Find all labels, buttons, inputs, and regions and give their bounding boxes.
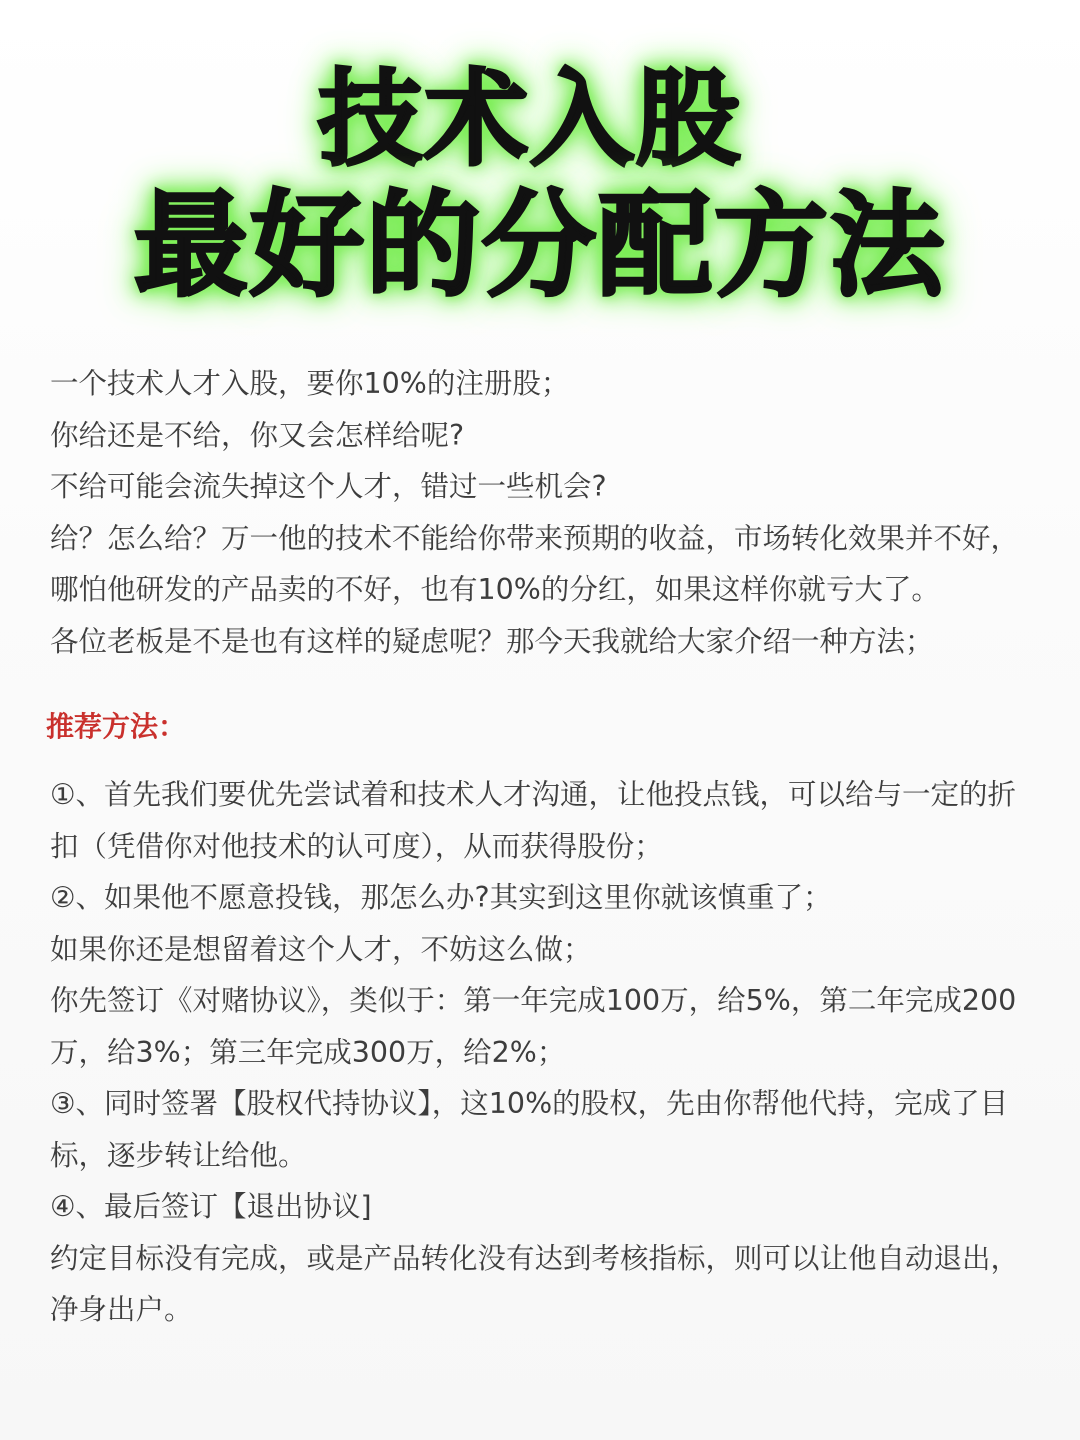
title-line-1: 技术入股 [317,58,742,180]
method-step: 约定目标没有完成，或是产品转化没有达到考核指标，则可以让他自动退出，净身出户。 [50,1241,1020,1326]
method-step: ③、同时签署【股权代持协议】，这10%的股权，先由你帮他代持，完成了目标，逐步转让给他。 [50,1087,1009,1172]
intro-paragraph: 一个技术人才入股，要你10%的注册股； [50,367,570,400]
intro-paragraph: 给？怎么给？万一他的技术不能给你带来预期的收益，市场转化效果并不好，哪怕他研发的产品卖的不好，也有10%的分红，如果这样你就亏大了。 [50,521,1020,606]
intro-paragraph: 各位老板是不是也有这样的疑虑呢？那今天我就给大家介绍一种方法； [50,624,934,658]
method-step: 你先签订《对赌协议》，类似于：第一年完成100万，给5%，第二年完成200万，给3%；第三年完成300万，给2%； [50,984,1017,1069]
method-heading: 推荐方法： [46,710,187,743]
method-step: ①、首先我们要优先尝试着和技术人才沟通，让他投点钱，可以给与一定的折扣（凭借你对他技术的认可度），从而获得股份； [50,778,1017,863]
method-step: ②、如果他不愿意投钱，那怎么办?其实到这里你就该慎重了； [50,881,832,914]
method-step: ④、最后签订【退出协议] [50,1190,372,1223]
intro-paragraph: 你给还是不给，你又会怎样给呢? [50,418,465,452]
title-block [0,58,1080,312]
intro-paragraph: 不给可能会流失掉这个人才，错过一些机会? [50,470,607,503]
title-line-2: 最好的分配方法 [133,179,946,312]
method-step: 如果你还是想留着这个人才，不妨这么做； [50,932,592,966]
article-body [46,358,1040,1336]
